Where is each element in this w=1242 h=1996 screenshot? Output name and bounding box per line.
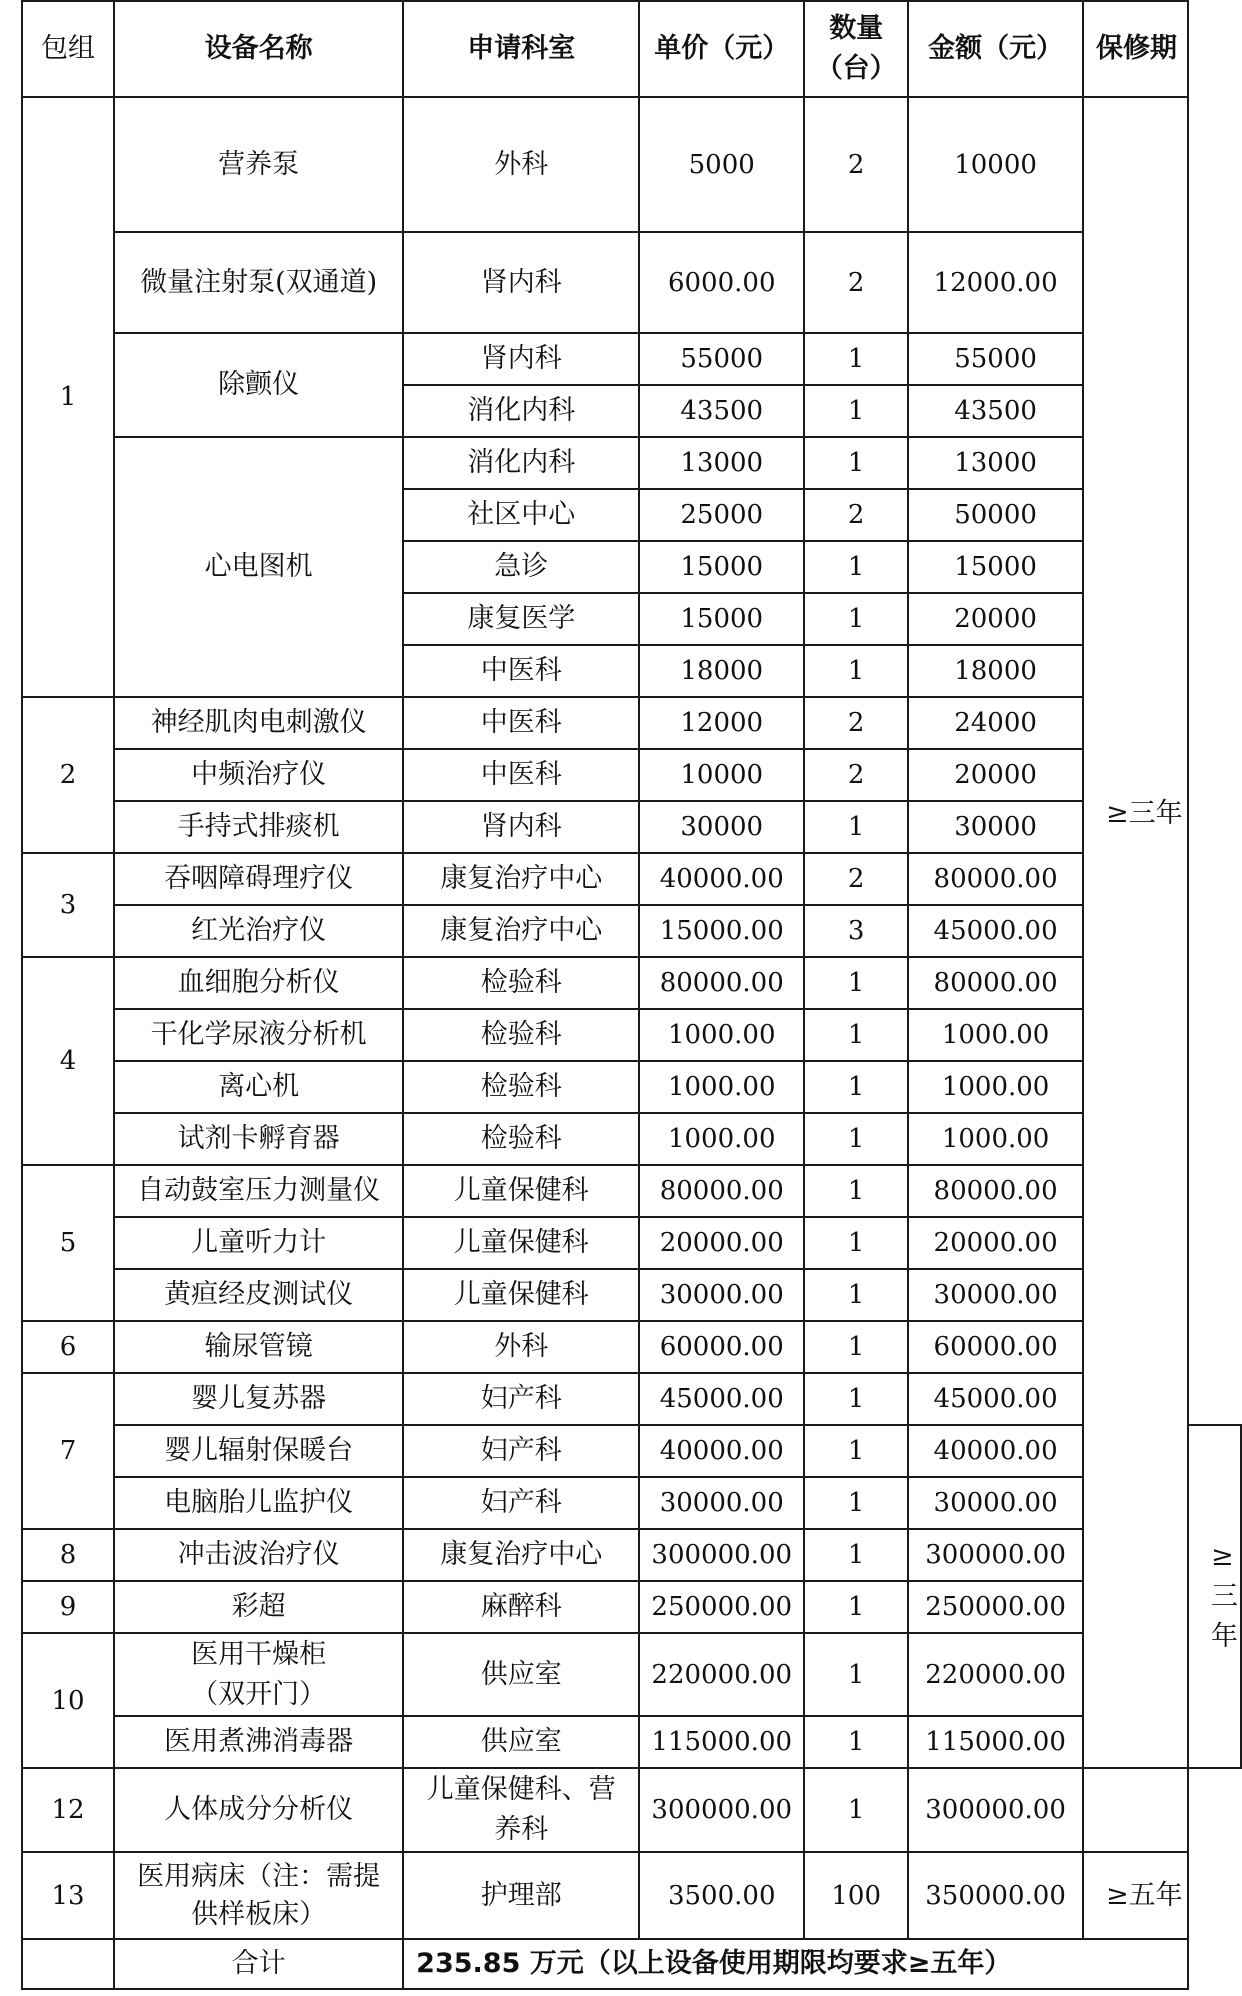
amount: 250000.00 — [908, 1581, 1083, 1633]
department: 外科 — [403, 1321, 639, 1373]
equipment-name: 神经肌肉电刺激仪 — [114, 697, 403, 749]
total-label: 合计 — [114, 1939, 403, 1989]
equipment-name: 冲击波治疗仪 — [114, 1529, 403, 1581]
header-group: 包组 — [22, 1, 114, 97]
quantity: 1 — [804, 1633, 908, 1716]
table-row — [22, 1633, 1241, 1716]
unit-price: 300000.00 — [639, 1768, 804, 1852]
amount: 20000 — [908, 749, 1083, 801]
quantity: 1 — [804, 1009, 908, 1061]
total-row — [22, 1939, 1241, 1989]
group-cell: 6 — [22, 1321, 114, 1373]
amount: 300000.00 — [908, 1768, 1083, 1852]
equipment-name: 自动鼓室压力测量仪 — [114, 1165, 403, 1217]
amount: 10000 — [908, 97, 1083, 232]
department: 肾内科 — [403, 801, 639, 853]
table-row — [22, 97, 1241, 232]
quantity: 2 — [804, 853, 908, 905]
department: 妇产科 — [403, 1477, 639, 1529]
group-cell: 1 — [22, 97, 114, 697]
amount: 300000.00 — [908, 1529, 1083, 1581]
amount: 30000.00 — [908, 1269, 1083, 1321]
department: 检验科 — [403, 1113, 639, 1165]
unit-price: 3500.00 — [639, 1852, 804, 1939]
group-cell: 2 — [22, 697, 114, 853]
quantity: 1 — [804, 1425, 908, 1477]
warranty-empty-cell — [1083, 1768, 1188, 1852]
quantity: 3 — [804, 905, 908, 957]
unit-price: 6000.00 — [639, 232, 804, 333]
quantity: 1 — [804, 1529, 908, 1581]
department: 麻醉科 — [403, 1581, 639, 1633]
unit-price: 80000.00 — [639, 957, 804, 1009]
quantity: 1 — [804, 1165, 908, 1217]
equipment-name: 彩超 — [114, 1581, 403, 1633]
department: 检验科 — [403, 957, 639, 1009]
unit-price: 1000.00 — [639, 1113, 804, 1165]
department: 康复治疗中心 — [403, 1529, 639, 1581]
table-row — [22, 1061, 1241, 1113]
unit-price: 30000.00 — [639, 1477, 804, 1529]
amount: 80000.00 — [908, 853, 1083, 905]
amount: 50000 — [908, 489, 1083, 541]
header-amount: 金额（元） — [908, 1, 1083, 97]
unit-price: 40000.00 — [639, 853, 804, 905]
table-row — [22, 957, 1241, 1009]
department: 儿童保健科、营养科 — [403, 1768, 639, 1852]
unit-price: 40000.00 — [639, 1425, 804, 1477]
equipment-name: 电脑胎儿监护仪 — [114, 1477, 403, 1529]
department: 检验科 — [403, 1009, 639, 1061]
table-row — [22, 1165, 1241, 1217]
unit-price: 220000.00 — [639, 1633, 804, 1716]
table-row — [22, 853, 1241, 905]
equipment-name: 婴儿辐射保暖台 — [114, 1425, 403, 1477]
warranty-cell: ≥五年 — [1083, 1852, 1188, 1939]
equipment-table — [21, 0, 1242, 1990]
quantity: 1 — [804, 1581, 908, 1633]
quantity: 1 — [804, 333, 908, 385]
amount: 1000.00 — [908, 1113, 1083, 1165]
unit-price: 30000.00 — [639, 1269, 804, 1321]
amount: 15000 — [908, 541, 1083, 593]
unit-price: 15000 — [639, 593, 804, 645]
quantity: 1 — [804, 1768, 908, 1852]
table-row — [22, 232, 1241, 333]
department: 儿童保健科 — [403, 1165, 639, 1217]
amount: 115000.00 — [908, 1716, 1083, 1768]
amount: 80000.00 — [908, 1165, 1083, 1217]
amount: 12000.00 — [908, 232, 1083, 333]
equipment-name-note: （注：需提供样板床） — [191, 1860, 381, 1930]
department: 外科 — [403, 97, 639, 232]
equipment-name: 黄疸经皮测试仪 — [114, 1269, 403, 1321]
amount: 220000.00 — [908, 1633, 1083, 1716]
table-row — [22, 1009, 1241, 1061]
department: 儿童保健科 — [403, 1269, 639, 1321]
amount: 43500 — [908, 385, 1083, 437]
quantity: 1 — [804, 385, 908, 437]
equipment-name: 离心机 — [114, 1061, 403, 1113]
group-cell: 5 — [22, 1165, 114, 1321]
quantity: 100 — [804, 1852, 908, 1939]
unit-price: 18000 — [639, 645, 804, 697]
unit-price: 20000.00 — [639, 1217, 804, 1269]
equipment-name: 医用煮沸消毒器 — [114, 1716, 403, 1768]
total-value: 235.85 万元（以上设备使用期限均要求≥五年） — [403, 1939, 1188, 1989]
department: 妇产科 — [403, 1373, 639, 1425]
quantity: 1 — [804, 1217, 908, 1269]
unit-price: 1000.00 — [639, 1061, 804, 1113]
unit-price: 15000.00 — [639, 905, 804, 957]
amount: 60000.00 — [908, 1321, 1083, 1373]
unit-price: 12000 — [639, 697, 804, 749]
warranty-cell: ≥三年 — [1083, 97, 1188, 1529]
department: 儿童保健科 — [403, 1217, 639, 1269]
group-cell: 10 — [22, 1633, 114, 1768]
quantity: 1 — [804, 1269, 908, 1321]
unit-price: 45000.00 — [639, 1373, 804, 1425]
quantity: 1 — [804, 1716, 908, 1768]
group-cell: 9 — [22, 1581, 114, 1633]
department: 妇产科 — [403, 1425, 639, 1477]
table-row — [22, 437, 1241, 489]
header-qty: 数量（台） — [804, 1, 908, 97]
header-dept: 申请科室 — [403, 1, 639, 97]
quantity: 1 — [804, 645, 908, 697]
amount: 1000.00 — [908, 1061, 1083, 1113]
equipment-name: 红光治疗仪 — [114, 905, 403, 957]
table-row — [22, 1581, 1241, 1633]
equipment-name: 儿童听力计 — [114, 1217, 403, 1269]
table-row — [22, 1425, 1241, 1477]
table-row — [22, 1716, 1241, 1768]
table-row — [22, 1477, 1241, 1529]
group-cell: 13 — [22, 1852, 114, 1939]
quantity: 1 — [804, 1477, 908, 1529]
table-row — [22, 1852, 1241, 1939]
group-cell: 7 — [22, 1373, 114, 1529]
amount: 45000.00 — [908, 905, 1083, 957]
unit-price: 55000 — [639, 333, 804, 385]
amount: 24000 — [908, 697, 1083, 749]
equipment-name: 人体成分分析仪 — [114, 1768, 403, 1852]
equipment-name: 婴儿复苏器 — [114, 1373, 403, 1425]
quantity: 1 — [804, 593, 908, 645]
warranty-cell: ≥三年 — [1188, 1425, 1241, 1768]
quantity: 2 — [804, 697, 908, 749]
table-row — [22, 697, 1241, 749]
amount: 55000 — [908, 333, 1083, 385]
amount: 30000.00 — [908, 1477, 1083, 1529]
amount: 45000.00 — [908, 1373, 1083, 1425]
header-name: 设备名称 — [114, 1, 403, 97]
quantity: 1 — [804, 801, 908, 853]
table-row — [22, 1217, 1241, 1269]
amount: 18000 — [908, 645, 1083, 697]
unit-price: 250000.00 — [639, 1581, 804, 1633]
unit-price: 60000.00 — [639, 1321, 804, 1373]
amount: 1000.00 — [908, 1009, 1083, 1061]
department: 康复医学 — [403, 593, 639, 645]
amount: 80000.00 — [908, 957, 1083, 1009]
equipment-name: 营养泵 — [114, 97, 403, 232]
table-row — [22, 1373, 1241, 1425]
quantity: 2 — [804, 232, 908, 333]
table-row — [22, 1321, 1241, 1373]
department: 消化内科 — [403, 437, 639, 489]
equipment-name: 除颤仪 — [114, 333, 403, 437]
table-row — [22, 333, 1241, 385]
department: 中医科 — [403, 697, 639, 749]
equipment-name: 心电图机 — [114, 437, 403, 697]
department: 中医科 — [403, 749, 639, 801]
quantity: 2 — [804, 489, 908, 541]
amount: 350000.00 — [908, 1852, 1083, 1939]
department: 社区中心 — [403, 489, 639, 541]
quantity: 1 — [804, 1373, 908, 1425]
equipment-name: 中频治疗仪 — [114, 749, 403, 801]
quantity: 1 — [804, 1321, 908, 1373]
amount: 20000.00 — [908, 1217, 1083, 1269]
quantity: 1 — [804, 957, 908, 1009]
quantity: 2 — [804, 749, 908, 801]
quantity: 1 — [804, 541, 908, 593]
table-row — [22, 905, 1241, 957]
department: 护理部 — [403, 1852, 639, 1939]
equipment-name: 输尿管镜 — [114, 1321, 403, 1373]
table-row — [22, 1529, 1241, 1581]
quantity: 1 — [804, 437, 908, 489]
table-row — [22, 801, 1241, 853]
department: 检验科 — [403, 1061, 639, 1113]
department: 供应室 — [403, 1633, 639, 1716]
equipment-name: 吞咽障碍理疗仪 — [114, 853, 403, 905]
table-row — [22, 749, 1241, 801]
unit-price: 115000.00 — [639, 1716, 804, 1768]
table-row — [22, 1113, 1241, 1165]
unit-price: 30000 — [639, 801, 804, 853]
equipment-name — [114, 1852, 403, 1939]
unit-price: 300000.00 — [639, 1529, 804, 1581]
unit-price: 5000 — [639, 97, 804, 232]
header-price: 单价（元） — [639, 1, 804, 97]
equipment-name: 血细胞分析仪 — [114, 957, 403, 1009]
amount: 40000.00 — [908, 1425, 1083, 1477]
equipment-name: 医用干燥柜（双开门） — [114, 1633, 403, 1716]
total-spacer — [22, 1939, 114, 1989]
header-row — [22, 1, 1241, 97]
equipment-name: 试剂卡孵育器 — [114, 1113, 403, 1165]
quantity: 1 — [804, 1061, 908, 1113]
unit-price: 43500 — [639, 385, 804, 437]
quantity: 2 — [804, 97, 908, 232]
unit-price: 13000 — [639, 437, 804, 489]
group-cell: 8 — [22, 1529, 114, 1581]
department: 消化内科 — [403, 385, 639, 437]
equipment-name: 干化学尿液分析机 — [114, 1009, 403, 1061]
group-cell: 12 — [22, 1768, 114, 1852]
amount: 20000 — [908, 593, 1083, 645]
amount: 13000 — [908, 437, 1083, 489]
unit-price: 80000.00 — [639, 1165, 804, 1217]
table-row — [22, 1269, 1241, 1321]
department: 急诊 — [403, 541, 639, 593]
group-cell: 4 — [22, 957, 114, 1165]
department: 中医科 — [403, 645, 639, 697]
header-warranty: 保修期 — [1083, 1, 1188, 97]
unit-price: 15000 — [639, 541, 804, 593]
unit-price: 10000 — [639, 749, 804, 801]
equipment-name-main: 医用病床 — [137, 1860, 246, 1892]
department: 供应室 — [403, 1716, 639, 1768]
department: 康复治疗中心 — [403, 853, 639, 905]
unit-price: 1000.00 — [639, 1009, 804, 1061]
department: 肾内科 — [403, 333, 639, 385]
department: 肾内科 — [403, 232, 639, 333]
department: 康复治疗中心 — [403, 905, 639, 957]
group-cell: 3 — [22, 853, 114, 957]
equipment-name: 微量注射泵(双通道) — [114, 232, 403, 333]
unit-price: 25000 — [639, 489, 804, 541]
quantity: 1 — [804, 1113, 908, 1165]
equipment-name: 手持式排痰机 — [114, 801, 403, 853]
table-row — [22, 1768, 1241, 1852]
amount: 30000 — [908, 801, 1083, 853]
